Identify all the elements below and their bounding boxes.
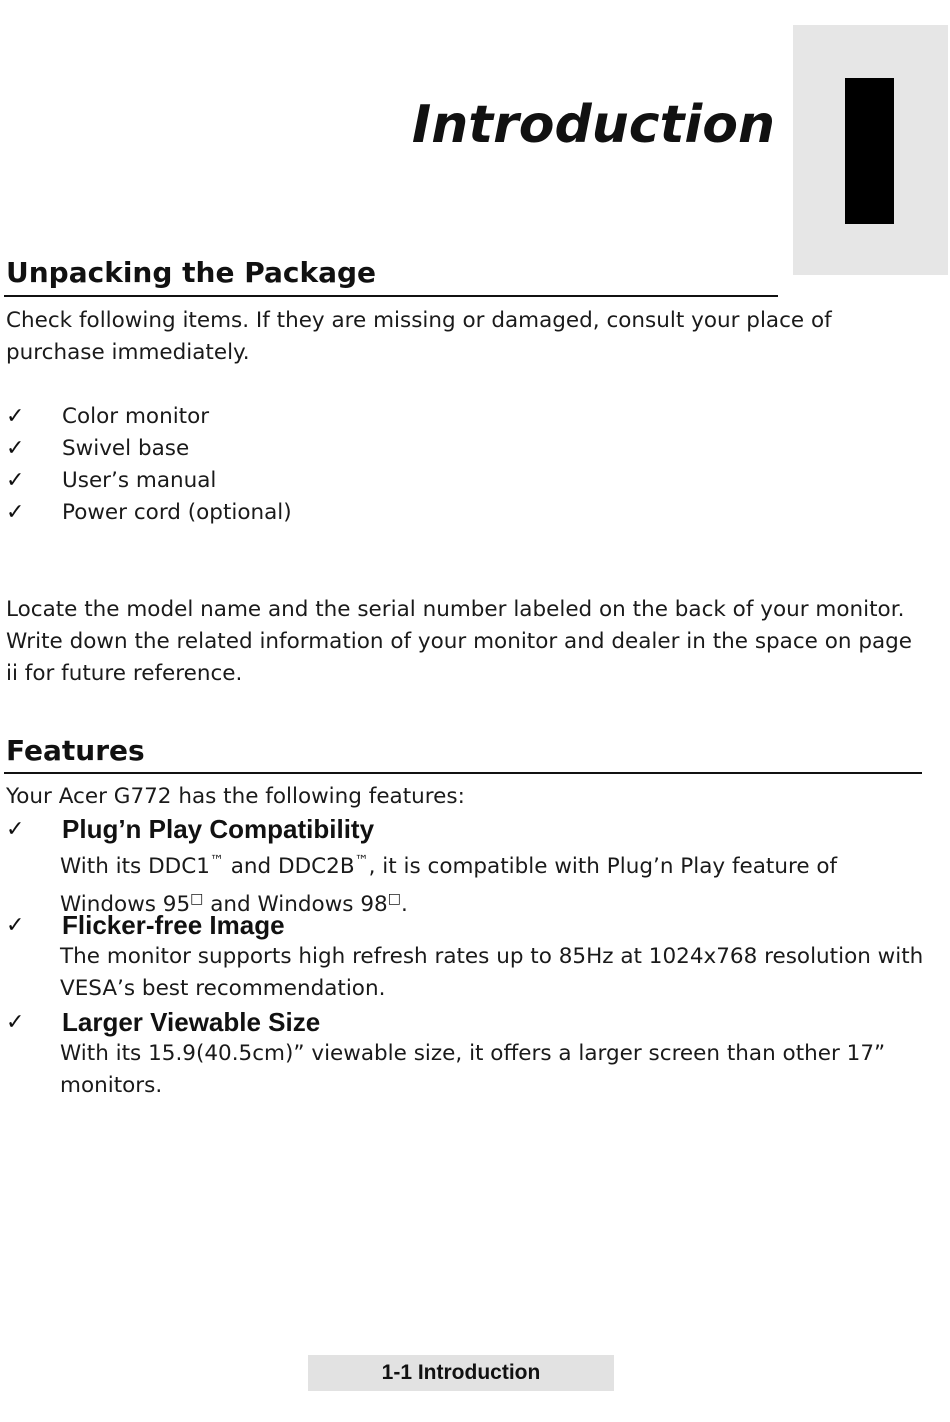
chapter-title: Introduction [411,95,775,155]
feature-description: With its 15.9(40.5cm)” viewable size, it offers a larger screen than other 17” monitors. [60,1041,886,1098]
feature-description: With its DDC1™ and DDC2B™, it is compatible with Plug’n Play feature of Windows 95□ and Windows 98□. [60,853,838,917]
chapter-number-bar [845,78,894,224]
unpacking-heading: Unpacking the Package [6,256,377,289]
feature-title: Larger Viewable Size [62,1006,321,1037]
unpacking-intro: Check following items. If they are missing or damaged, consult your place of purchase immediately. [6,308,832,365]
serial-number-note: Locate the model name and the serial number labeled on the back of your monitor. Write down the related information of your monitor and dealer in the space on page ii for future reference. [6,597,913,686]
check-icon: ✓ [6,500,25,525]
feature-title: Plug’n Play Compatibility [62,813,375,844]
check-icon: ✓ [6,1009,25,1035]
feature-title: Flicker-free Image [62,909,285,940]
check-icon: ✓ [6,468,25,493]
check-icon: ✓ [6,436,25,461]
package-items-list [6,401,292,529]
feature-description: The monitor supports high refresh rates up to 85Hz at 1024x768 resolution with VESA’s best recommendation. [60,944,924,1001]
features-rule [4,772,922,774]
list-item [6,497,292,529]
check-icon: ✓ [6,912,25,938]
feature-item-flicker-free [6,909,926,1005]
list-item-label: Color monitor [62,404,210,429]
feature-item-viewable-size [6,1006,926,1102]
unpacking-rule [4,295,778,297]
list-item [6,401,292,433]
list-item-label: User’s manual [62,468,217,493]
check-icon: ✓ [6,404,25,429]
features-intro: Your Acer G772 has the following features: [6,784,465,809]
list-item [6,465,292,497]
list-item-label: Swivel base [62,436,190,461]
feature-item-plug-n-play [6,813,926,921]
features-heading: Features [6,734,145,767]
page-footer: 1-1 Introduction [308,1355,614,1391]
list-item [6,433,292,465]
check-icon: ✓ [6,816,25,842]
list-item-label: Power cord (optional) [62,500,292,525]
